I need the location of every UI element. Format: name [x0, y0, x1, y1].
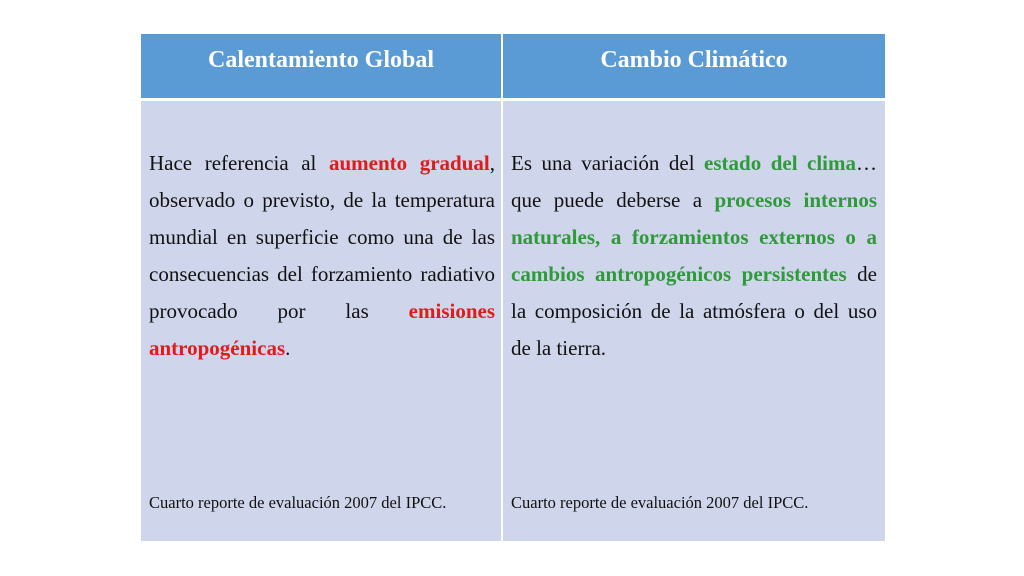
- header-calentamiento-global: Calentamiento Global: [208, 47, 434, 73]
- right-highlight-procesos: procesos internos naturales, a forzamientos externos o a cambios antropogénicos persistentes: [511, 188, 878, 286]
- left-highlight-aumento-gradual: aumento gradual: [328, 151, 490, 175]
- header-bottom-border: [141, 98, 885, 101]
- column-divider: [501, 101, 503, 541]
- comparison-table: [141, 34, 885, 541]
- right-text-2: …que puede deberse a: [511, 151, 877, 212]
- right-highlight-estado-clima: estado del clima: [704, 151, 856, 175]
- left-text-2: , observado o previsto, de la temperatura mundial en superficie como una de las consecuencias del forzamiento radiativo provocado por las: [149, 151, 496, 323]
- definition-cambio-climatico: [511, 145, 877, 367]
- right-text-1: Es una variación del: [511, 151, 705, 175]
- source-citation-left: Cuarto reporte de evaluación 2007 del IPCC.: [149, 493, 447, 512]
- right-text-3: de la composición de la atmósfera o del uso de la tierra.: [511, 262, 877, 360]
- left-text-3: .: [285, 336, 291, 360]
- definition-calentamiento-global: [149, 145, 495, 367]
- source-citation-right: Cuarto reporte de evaluación 2007 del IPCC.: [511, 493, 809, 512]
- table-header-row: [141, 34, 885, 98]
- left-text-1: Hace referencia al: [149, 151, 329, 175]
- header-cambio-climatico: Cambio Climático: [600, 47, 788, 73]
- left-highlight-emisiones: emisiones antropogénicas: [149, 299, 495, 360]
